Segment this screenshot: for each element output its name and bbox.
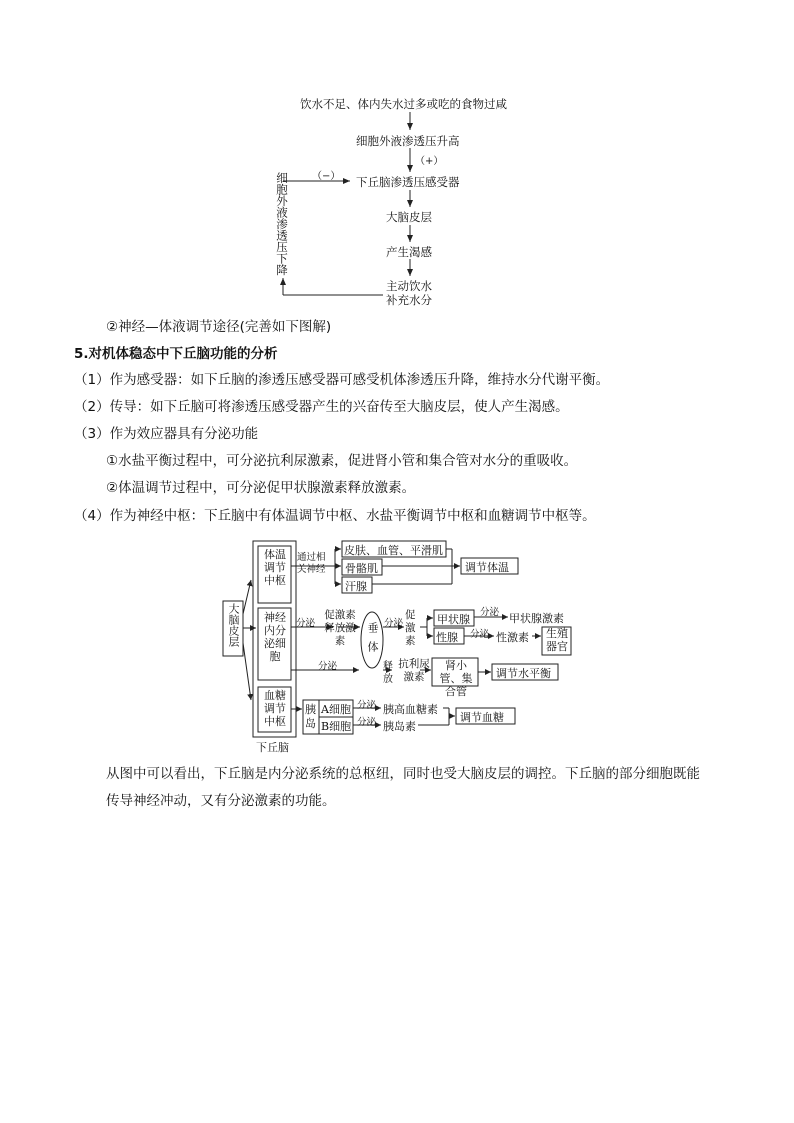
secrete-label-6: 分泌 — [357, 700, 377, 711]
flow-node-osmotic-rise: 细胞外液渗透压升高 — [356, 134, 460, 148]
cortex-to-thermo — [243, 580, 251, 614]
glucagon-label: 胰高血糖素 — [383, 703, 438, 716]
cortex-label: 大脑皮层 — [227, 603, 240, 647]
section-item-3: （3）作为效应器具有分泌功能 — [74, 426, 259, 442]
flow-minus-sign: （−） — [312, 171, 341, 182]
flow-side-osmotic-fall: 细胞外液渗透压下降 — [275, 172, 289, 276]
diagram-caption: ②神经—体液调节途径(完善如下图解) — [106, 319, 332, 335]
pituitary-label: 垂体 — [366, 622, 379, 660]
sweat-label: 汗腺 — [345, 580, 367, 593]
water-result-label: 调节水平衡 — [496, 667, 551, 680]
flow-top-cause: 饮水不足、体内失水过多或吃的食物过咸 — [300, 97, 507, 111]
pancreas-label: 胰岛 — [305, 703, 316, 730]
skin-label: 皮肤、血管、平滑肌 — [344, 544, 443, 557]
section-item-3b: ②体温调节过程中，可分泌促甲状腺激素释放激素。 — [106, 480, 416, 496]
target-label: 生殖器官 — [546, 627, 568, 653]
glucose-result-label: 调节血糖 — [460, 711, 504, 724]
section-item-1: （1）作为感受器：如下丘脑的渗透压感受器可感受机体渗透压升降，维持水分代谢平衡。 — [74, 372, 610, 388]
secrete-label-5: 分泌 — [318, 661, 338, 672]
thyroid-hormone-label: 甲状腺激素 — [509, 612, 564, 625]
adh-label: 抗利尿激素 — [398, 658, 430, 683]
gonad-label: 性腺 — [436, 631, 458, 644]
conclusion-line-2: 传导神经冲动，又有分泌激素的功能。 — [106, 793, 336, 809]
flow-node-receptor: 下丘脑渗透压感受器 — [356, 175, 460, 189]
hypothalamus-label: 下丘脑 — [256, 741, 289, 754]
section-heading: 5.对机体稳态中下丘脑功能的分析 — [74, 346, 278, 362]
secrete-label-3: 分泌 — [480, 607, 500, 618]
secrete-label-1: 分泌 — [296, 618, 316, 629]
section-item-2: （2）传导：如下丘脑可将渗透压感受器产生的兴奋传至大脑皮层，使人产生渴感。 — [74, 399, 569, 415]
neuro-cells-label: 神经内分泌细胞 — [264, 611, 286, 663]
tropic-label: 促激素 — [405, 609, 416, 647]
flow-node-cortex: 大脑皮层 — [386, 210, 432, 224]
a-cell-label: A细胞 — [321, 703, 351, 716]
section-item-4: （4）作为神经中枢：下丘脑中有体温调节中枢、水盐平衡调节中枢和血糖调节中枢等。 — [74, 508, 596, 524]
glucose-center-label: 血糖调节中枢 — [264, 689, 286, 728]
cortex-to-glucose — [243, 643, 251, 700]
sex-hormone-label: 性激素 — [496, 631, 529, 644]
flow-node-thirst: 产生渴感 — [386, 245, 432, 259]
secrete-label-4: 分泌 — [470, 629, 490, 640]
kidney-label: 肾小管、集合管 — [439, 659, 473, 698]
secrete-label-7: 分泌 — [357, 717, 377, 728]
muscle-label: 骨骼肌 — [345, 562, 378, 575]
b-cell-label: B细胞 — [321, 720, 352, 733]
section-item-3a: ①水盐平衡过程中，可分泌抗利尿激素，促进肾小管和集合管对水分的重吸收。 — [106, 453, 578, 469]
flow-plus-sign: （+） — [415, 156, 444, 167]
flow-node-drink: 主动饮水 — [386, 279, 432, 293]
insulin-label: 胰岛素 — [383, 720, 416, 733]
thyroid-label: 甲状腺 — [437, 613, 470, 626]
thermo-center-label: 体温调节中枢 — [264, 548, 286, 587]
nerve-label: 通过相关神经 — [297, 552, 326, 575]
release-label: 释放 — [383, 661, 393, 685]
flow-node-water: 补充水分 — [386, 293, 432, 307]
releasing-label: 促激素释放激素 — [324, 609, 356, 647]
secrete-label-2: 分泌 — [384, 618, 404, 629]
conclusion-line-1: 从图中可以看出，下丘脑是内分泌系统的总枢纽，同时也受大脑皮层的调控。下丘脑的部分细胞既能 — [106, 766, 700, 782]
thermo-result-label: 调节体温 — [465, 561, 509, 574]
